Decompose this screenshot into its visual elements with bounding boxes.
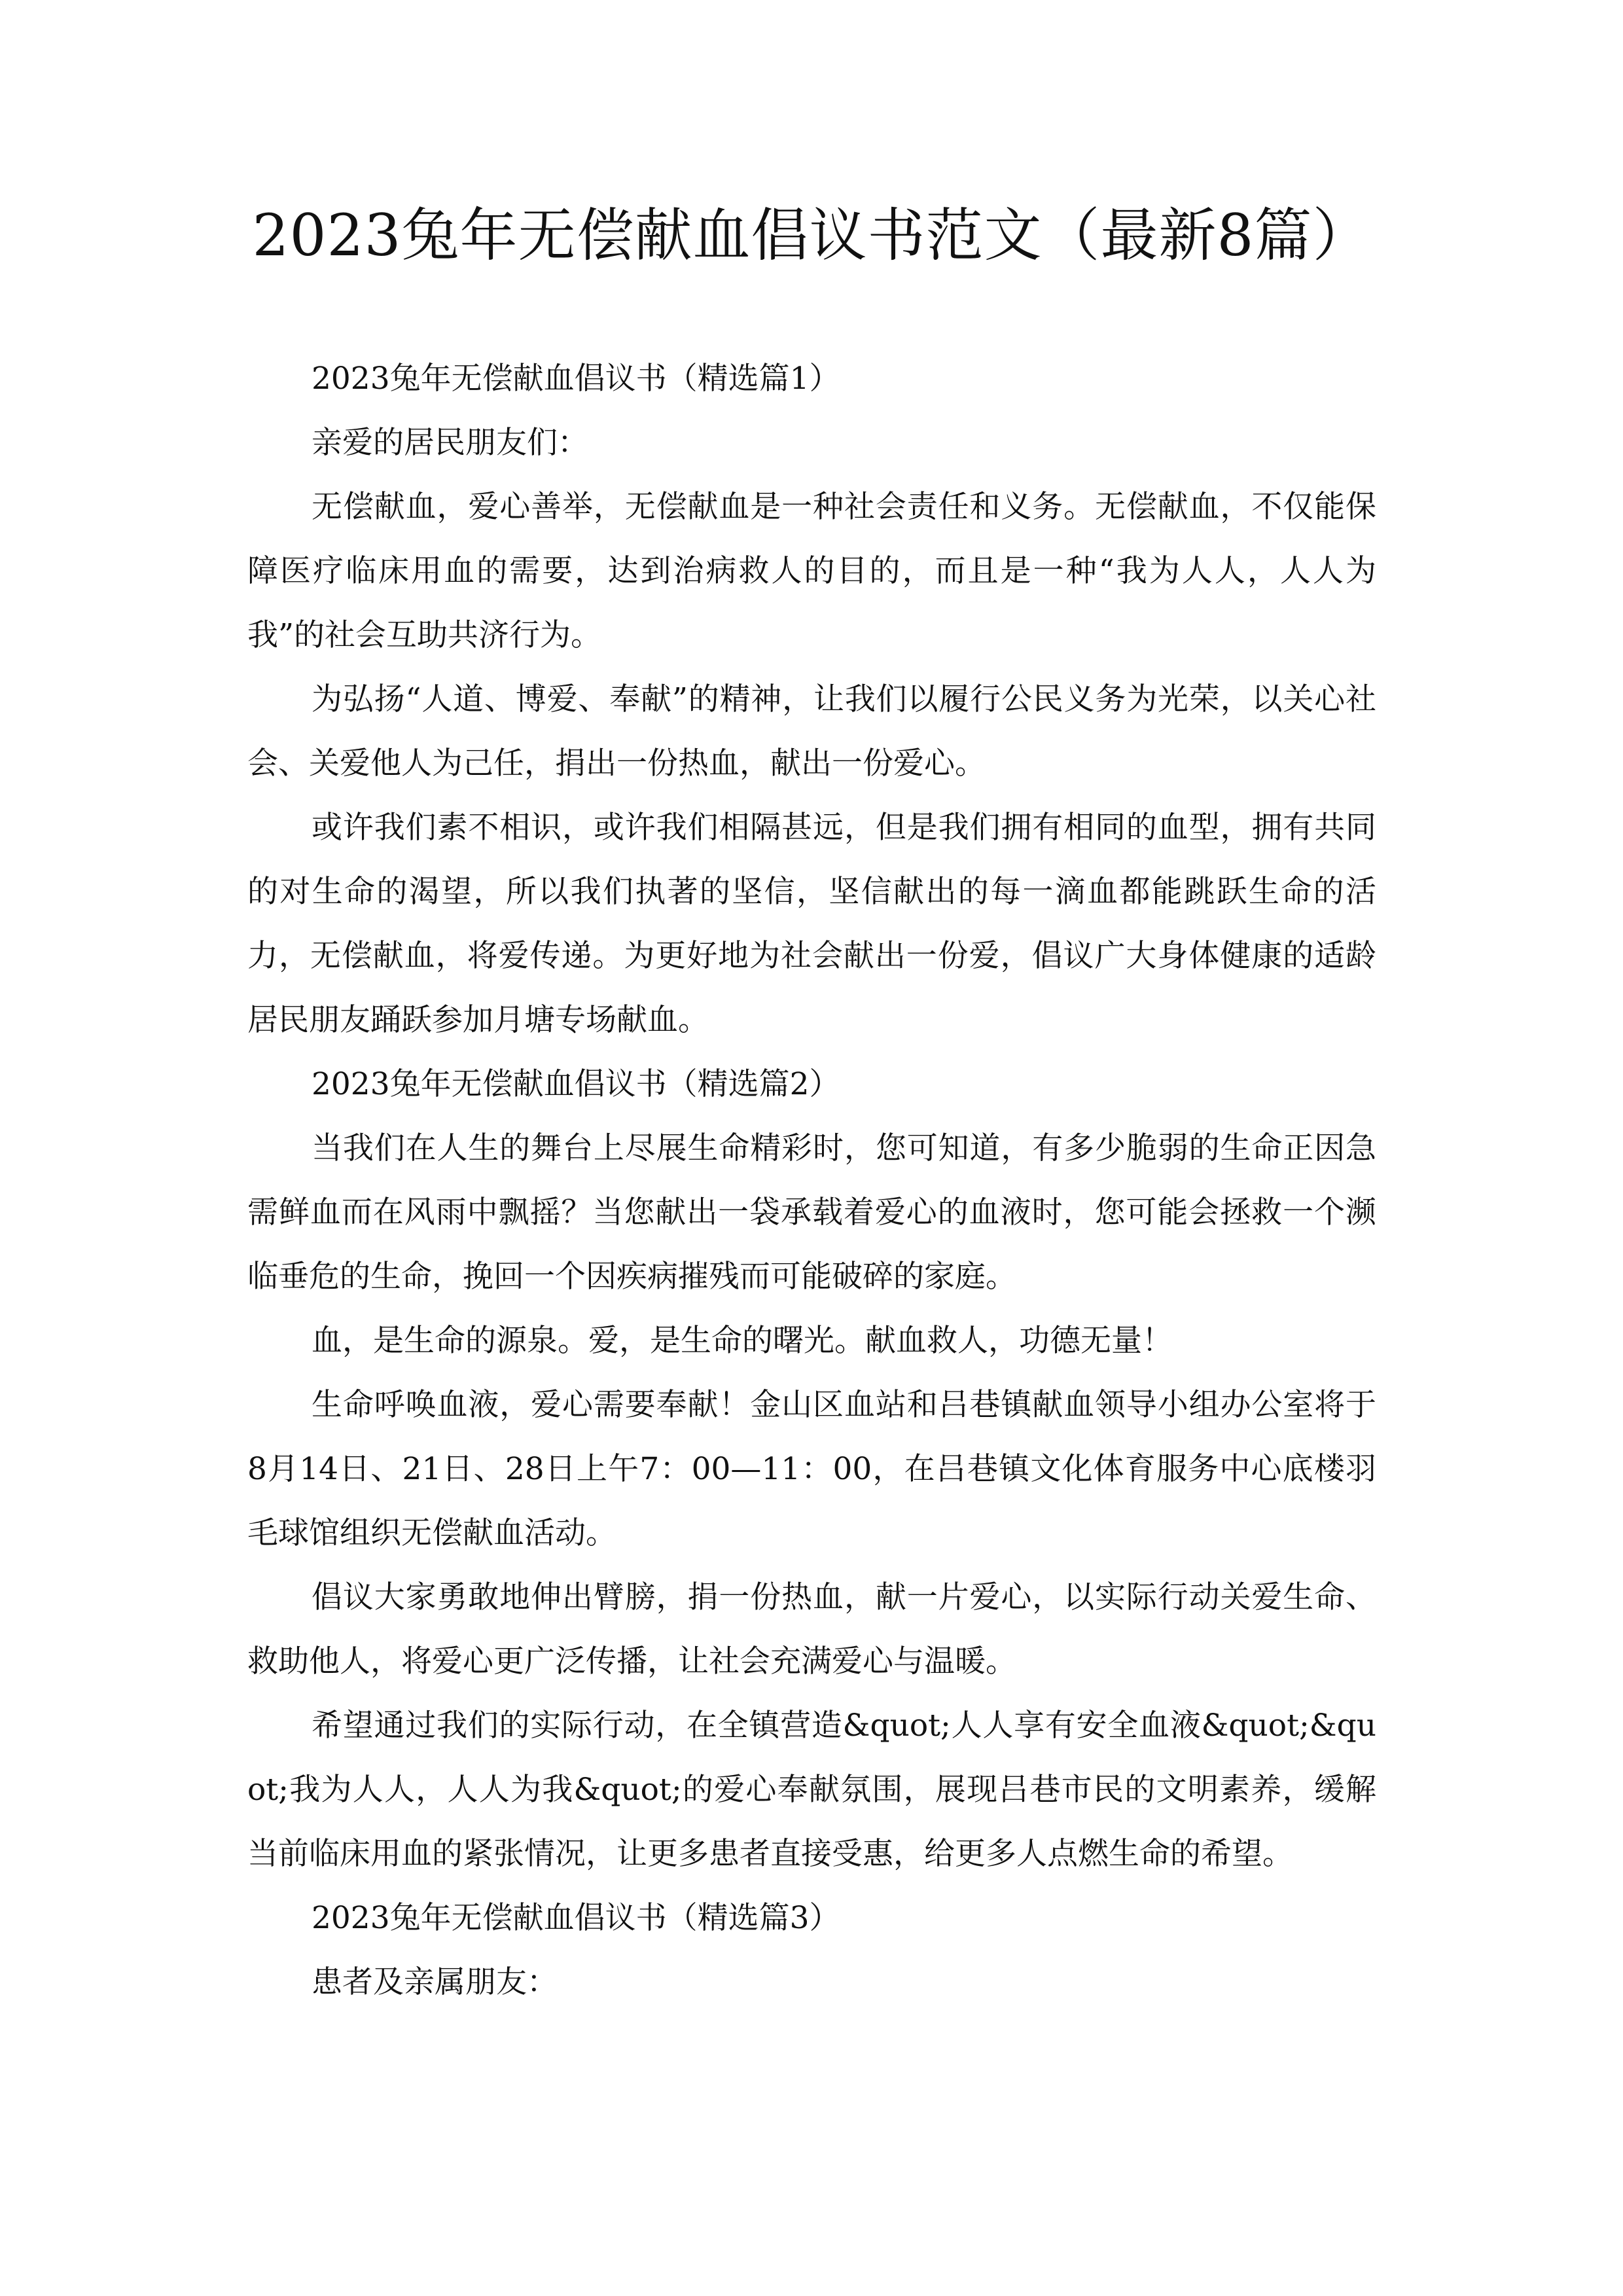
salutation-1: 亲爱的居民朋友们： <box>312 425 588 461</box>
section-heading-2: 2023兔年无偿献血倡议书（精选篇2） <box>312 1066 840 1102</box>
salutation-3: 患者及亲属朋友： <box>312 1964 558 2000</box>
body-paragraph: 生命呼唤血液，爱心需要奉献！金山区血站和吕巷镇献血领导小组办公室将于8月14日、21日、28日上午7：00—11：00，在吕巷镇文化体育服务中心底楼羽毛球馆组织无偿献血活动。 <box>247 1387 1376 1551</box>
body-paragraph: 当我们在人生的舞台上尽展生命精彩时，您可知道，有多少脆弱的生命正因急需鲜血而在风雨中飘摇？当您献出一袋承载着爱心的血液时，您可能会拯救一个濒临垂危的生命，挽回一个因疾病摧残而可能破碎的家庭。 <box>247 1130 1376 1295</box>
section-heading-3: 2023兔年无偿献血倡议书（精选篇3） <box>312 1900 840 1936</box>
body-paragraph: 无偿献血，爱心善举，无偿献血是一种社会责任和义务。无偿献血，不仅能保障医疗临床用血的需要，达到治病救人的目的，而且是一种“我为人人，人人为我”的社会互助共济行为。 <box>247 489 1376 653</box>
body-paragraph: 倡议大家勇敢地伸出臂膀，捐一份热血，献一片爱心，以实际行动关爱生命、救助他人，将爱心更广泛传播，让社会充满爱心与温暖。 <box>247 1579 1376 1679</box>
document-body <box>247 347 1376 2015</box>
body-paragraph: 希望通过我们的实际行动，在全镇营造&quot;人人享有安全血液&quot;&quot;我为人人，人人为我&quot;的爱心奉献氛围，展现吕巷市民的文明素养，缓解当前临床用血的紧张情况，让更多患者直接受惠，给更多人点燃生命的希望。 <box>247 1708 1376 1872</box>
section-heading-1: 2023兔年无偿献血倡议书（精选篇1） <box>312 361 840 397</box>
body-paragraph: 或许我们素不相识，或许我们相隔甚远，但是我们拥有相同的血型，拥有共同的对生命的渴望，所以我们执著的坚信，坚信献出的每一滴血都能跳跃生命的活力，无偿献血，将爱传递。为更好地为社会献出一份爱，倡议广大身体健康的适龄居民朋友踊跃参加月塘专场献血。 <box>247 810 1376 1038</box>
body-paragraph: 为弘扬“人道、博爱、奉献”的精神，让我们以履行公民义务为光荣，以关心社会、关爱他人为己任，捐出一份热血，献出一份爱心。 <box>247 681 1376 781</box>
body-paragraph: 血，是生命的源泉。爱，是生命的曙光。献血救人，功德无量！ <box>312 1323 1173 1359</box>
document-title: 2023兔年无偿献血倡议书范文（最新8篇） <box>252 202 1371 269</box>
